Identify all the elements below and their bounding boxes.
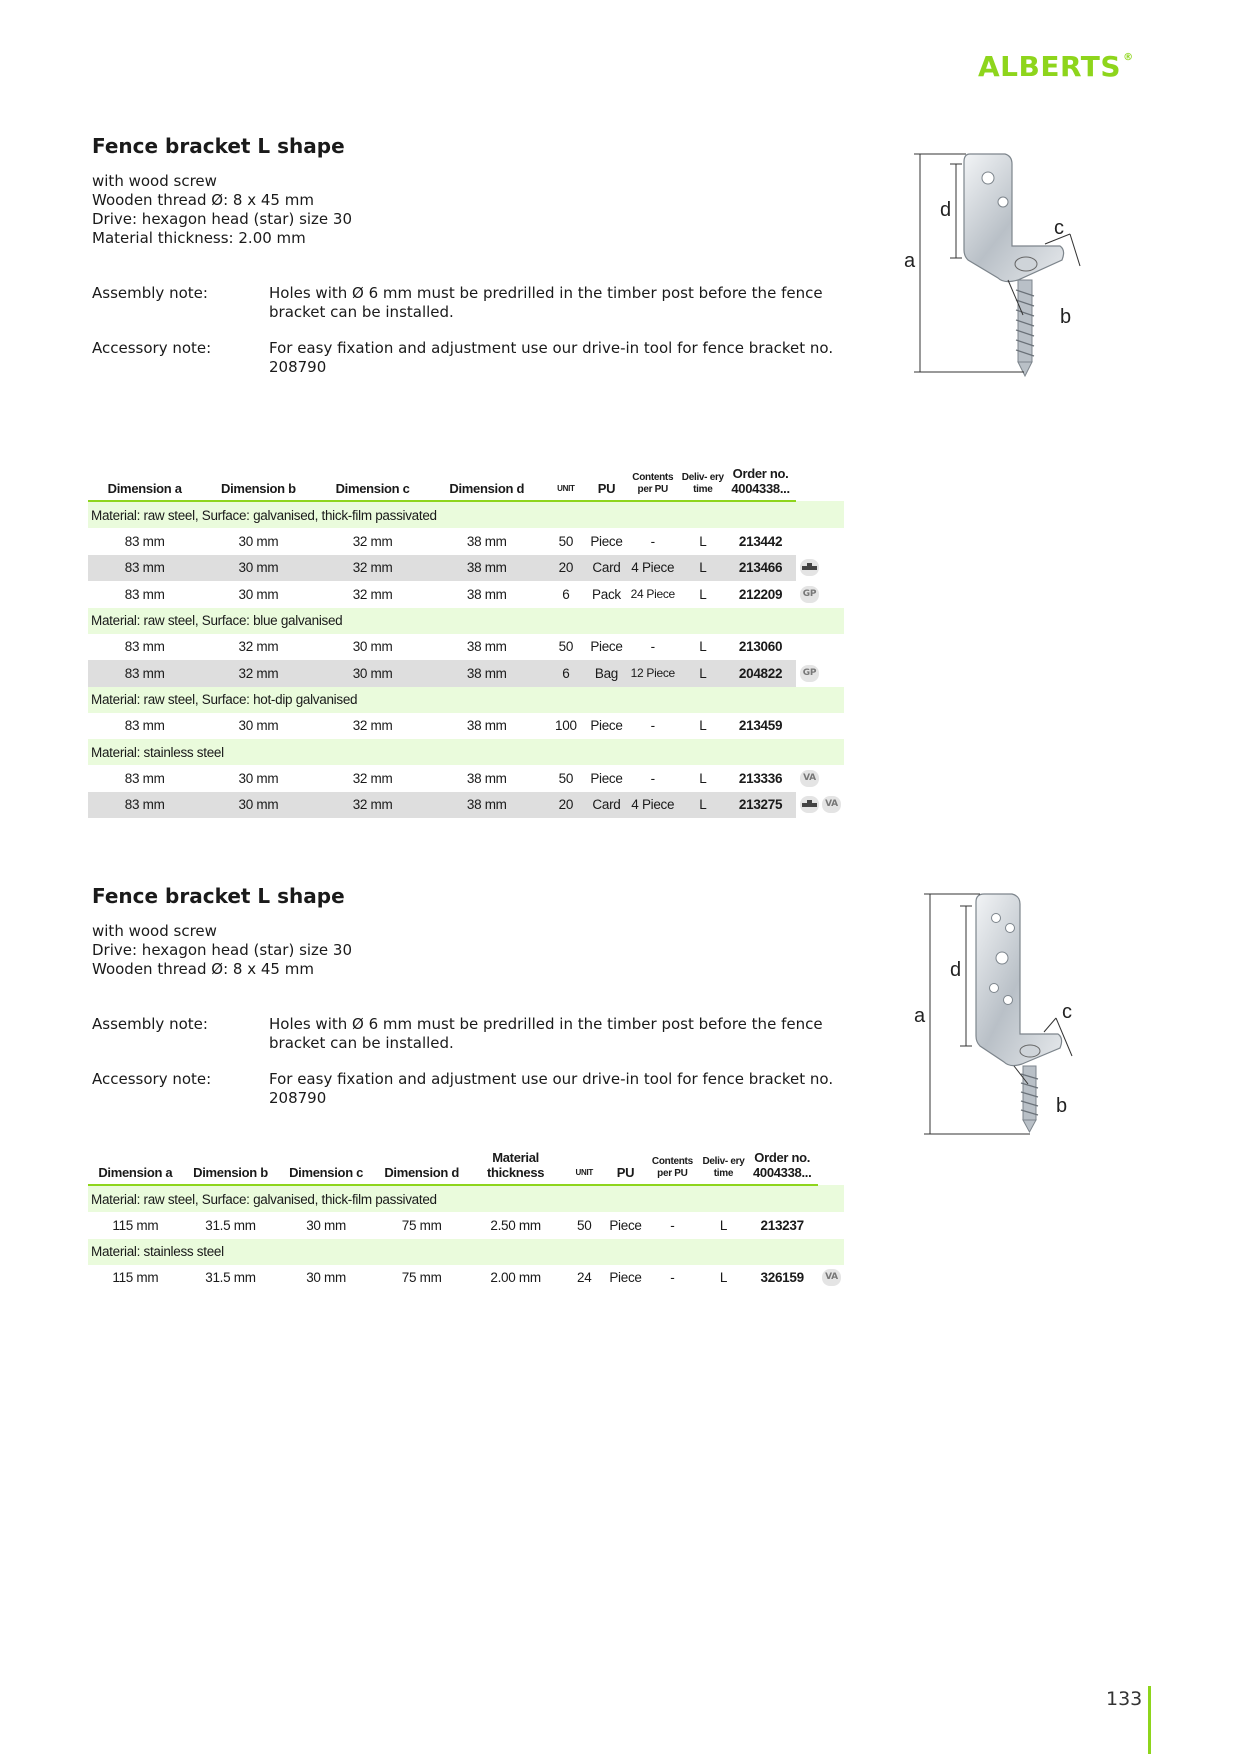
table-row	[88, 581, 844, 608]
assembly-note-label: Assembly note:	[92, 1015, 208, 1033]
va-badge: VA	[822, 796, 841, 813]
cell-a: 115 mm	[112, 1217, 159, 1233]
material-group-row	[88, 1239, 844, 1265]
cell-unit: 50	[558, 639, 574, 655]
assembly-note	[92, 1015, 852, 1053]
cell-contents: 24 Piece	[630, 587, 675, 602]
cell-pu: Piece	[609, 1270, 642, 1286]
page-number: 133	[1106, 1688, 1143, 1710]
cell-b: 30 mm	[238, 586, 279, 602]
dimension-d-label: d	[950, 959, 962, 981]
dimension-a-label: a	[914, 1005, 926, 1027]
cell-d: 38 mm	[430, 555, 544, 582]
table-row	[88, 555, 844, 582]
cell-icons	[796, 528, 844, 555]
table-row	[88, 660, 844, 687]
cell-c: 32 mm	[352, 770, 393, 786]
header-dimension-c: Dimension c	[278, 1150, 374, 1185]
accessory-note-label: Accessory note:	[92, 339, 212, 357]
gp-badge: GP	[800, 586, 819, 603]
cell-b: 30 mm	[238, 533, 279, 549]
cell-c: 32 mm	[352, 718, 393, 734]
cell-icons	[796, 713, 844, 740]
page-marker-bar	[1148, 1686, 1151, 1754]
cell-order: 326159	[760, 1270, 804, 1286]
dimension-d-label: d	[940, 199, 952, 221]
accessory-note-text: For easy fixation and adjustment use our drive-in tool for fence bracket no. 208790	[269, 339, 834, 376]
product-table-2	[88, 1150, 844, 1291]
cell-contents: -	[670, 1217, 675, 1233]
table-row	[88, 634, 844, 661]
material-label: Material: stainless steel	[88, 1239, 844, 1265]
cell-icons	[796, 792, 844, 819]
assembly-note	[92, 284, 852, 322]
cell-d: 75 mm	[401, 1270, 442, 1286]
cell-a: 83 mm	[124, 770, 165, 786]
table-row	[88, 765, 844, 792]
cell-d: 38 mm	[466, 533, 507, 549]
assembly-note-label: Assembly note:	[92, 284, 208, 302]
cell-a: 83 mm	[124, 586, 165, 602]
cell-order: 213275	[725, 792, 796, 819]
feature-item: Material thickness: 2.00 mm	[92, 229, 306, 247]
cell-unit: 20	[544, 792, 588, 819]
header-order-no: Order no. 4004338...	[725, 466, 796, 501]
cell-unit: 6	[544, 660, 588, 687]
cell-icons	[796, 581, 844, 608]
cell-unit: 50	[558, 533, 574, 549]
cell-d: 38 mm	[466, 770, 507, 786]
cell-order: 204822	[725, 660, 796, 687]
cell-contents: 4 Piece	[625, 792, 680, 819]
cell-order: 213466	[725, 555, 796, 582]
table-row	[88, 1265, 844, 1292]
cell-delivery: L	[719, 1270, 728, 1286]
header-contents: Contents per PU	[644, 1150, 700, 1185]
product-section-2	[92, 884, 852, 1108]
brand-logo: ALBERTS ®	[978, 50, 1134, 83]
cell-pu: Piece	[590, 718, 623, 734]
cell-order: 213336	[738, 770, 783, 786]
cell-d: 38 mm	[430, 792, 544, 819]
assembly-note-text: Holes with Ø 6 mm must be predrilled in the timber post before the fence bracket can be installed.	[269, 1015, 823, 1052]
cell-b: 32 mm	[201, 660, 315, 687]
cell-contents: -	[670, 1270, 675, 1286]
material-group-row	[88, 608, 844, 634]
header-unit: UNIT	[544, 466, 588, 501]
cell-order: 213459	[738, 718, 783, 734]
cell-contents: -	[650, 639, 655, 655]
header-dimension-c: Dimension c	[315, 466, 429, 501]
cell-a: 83 mm	[88, 555, 201, 582]
material-group-row	[88, 687, 844, 713]
accessory-note	[92, 339, 852, 377]
cell-pu: Pack	[592, 586, 621, 602]
cell-c: 30 mm	[352, 639, 393, 655]
cell-d: 38 mm	[466, 639, 507, 655]
cell-delivery: L	[699, 639, 707, 655]
feature-item: Drive: hexagon head (star) size 30	[92, 210, 353, 228]
cell-contents: 12 Piece	[625, 660, 680, 687]
dimension-b-label: b	[1056, 1095, 1068, 1117]
cell-b: 30 mm	[238, 718, 279, 734]
gp-badge: GP	[800, 665, 819, 682]
cell-a: 83 mm	[88, 660, 201, 687]
cell-pu: Piece	[590, 770, 623, 786]
cell-unit: 100	[555, 718, 577, 734]
cell-order: 213442	[738, 533, 783, 549]
header-contents: Contents per PU	[625, 466, 680, 501]
feature-item: with wood screw	[92, 922, 217, 940]
header-dimension-b: Dimension b	[201, 466, 315, 501]
cell-pu: Card	[588, 555, 625, 582]
cell-contents: 4 Piece	[625, 555, 680, 582]
cell-a: 115 mm	[112, 1270, 159, 1286]
cell-b: 30 mm	[201, 792, 315, 819]
feature-item: with wood screw	[92, 172, 217, 190]
accessory-note-text: For easy fixation and adjustment use our drive-in tool for fence bracket no. 208790	[269, 1070, 834, 1107]
cell-unit: 50	[558, 770, 574, 786]
material-label: Material: raw steel, Surface: galvanised, thick-film passivated	[88, 1185, 844, 1212]
cell-pu: Piece	[590, 533, 623, 549]
cell-icons	[796, 660, 844, 687]
cell-thickness: 2.50 mm	[490, 1217, 541, 1233]
cell-order: 213060	[738, 639, 783, 655]
cell-d: 38 mm	[466, 718, 507, 734]
product-title: Fence bracket L shape	[92, 884, 345, 908]
fence-bracket-diagram-1	[900, 150, 1110, 380]
product-title: Fence bracket L shape	[92, 134, 345, 158]
accessory-note-label: Accessory note:	[92, 1070, 212, 1088]
assembly-note-text: Holes with Ø 6 mm must be predrilled in the timber post before the fence bracket can be installed.	[269, 284, 823, 321]
cell-a: 83 mm	[88, 792, 201, 819]
cell-delivery: L	[680, 660, 725, 687]
cell-icons	[796, 555, 844, 582]
feature-item: Drive: hexagon head (star) size 30	[92, 941, 353, 959]
header-delivery: Deliv- ery time	[680, 466, 725, 501]
cell-thickness: 2.00 mm	[490, 1270, 541, 1286]
cell-order: 212209	[738, 586, 783, 602]
cell-pu: Bag	[588, 660, 625, 687]
cell-unit: 6	[562, 586, 570, 602]
fence-bracket-diagram-2	[910, 888, 1090, 1138]
cell-delivery: L	[680, 555, 725, 582]
cell-delivery: L	[699, 533, 707, 549]
table-row	[88, 1212, 844, 1239]
header-dimension-d: Dimension d	[430, 466, 544, 501]
cell-a: 83 mm	[124, 718, 165, 734]
cell-d: 38 mm	[430, 660, 544, 687]
cell-d: 75 mm	[401, 1217, 442, 1233]
table-row	[88, 528, 844, 555]
header-unit: UNIT	[562, 1150, 607, 1185]
material-group-row	[88, 1185, 844, 1212]
accessory-note	[92, 1070, 852, 1108]
cell-c: 32 mm	[352, 533, 393, 549]
cell-unit: 20	[544, 555, 588, 582]
cell-pu: Piece	[609, 1217, 642, 1233]
material-label: Material: raw steel, Surface: galvanised, thick-film passivated	[88, 501, 844, 528]
material-group-row	[88, 739, 844, 765]
material-label: Material: stainless steel	[88, 739, 844, 765]
feature-item: Wooden thread Ø: 8 x 45 mm	[92, 960, 314, 978]
cell-delivery: L	[699, 718, 707, 734]
cell-contents: -	[650, 533, 655, 549]
cell-icons	[796, 765, 844, 792]
cell-b: 32 mm	[238, 639, 279, 655]
cell-pu: Piece	[590, 639, 623, 655]
va-badge: VA	[822, 1269, 841, 1286]
header-dimension-b: Dimension b	[183, 1150, 279, 1185]
header-dimension-d: Dimension d	[374, 1150, 470, 1185]
cell-a: 83 mm	[124, 533, 165, 549]
cell-c: 32 mm	[315, 792, 429, 819]
product-section-1	[92, 134, 852, 377]
product-table-1	[88, 466, 844, 818]
cell-b: 31.5 mm	[205, 1217, 256, 1233]
cell-b: 31.5 mm	[205, 1270, 256, 1286]
feature-item: Wooden thread Ø: 8 x 45 mm	[92, 191, 314, 209]
header-pu: PU	[607, 1150, 644, 1185]
cell-contents: -	[650, 718, 655, 734]
cell-unit: 24	[577, 1270, 592, 1286]
cell-b: 30 mm	[201, 555, 315, 582]
header-pu: PU	[588, 466, 625, 501]
feature-list	[92, 922, 852, 979]
header-dimension-a: Dimension a	[88, 1150, 183, 1185]
cell-d: 38 mm	[466, 586, 507, 602]
dimension-a-label: a	[904, 250, 916, 272]
cell-a: 83 mm	[124, 639, 165, 655]
dimension-b-label: b	[1060, 306, 1072, 328]
cell-b: 30 mm	[238, 770, 279, 786]
header-material-thickness: Material thickness	[469, 1150, 561, 1185]
cell-contents: -	[650, 770, 655, 786]
material-label: Material: raw steel, Surface: hot-dip galvanised	[88, 687, 844, 713]
va-badge: VA	[800, 770, 819, 787]
header-dimension-a: Dimension a	[88, 466, 201, 501]
material-label: Material: raw steel, Surface: blue galvanised	[88, 608, 844, 634]
card-pack-icon	[800, 559, 819, 576]
cell-unit: 50	[577, 1217, 592, 1233]
cell-icons	[796, 634, 844, 661]
header-order-no: Order no. 4004338...	[746, 1150, 818, 1185]
cell-c: 32 mm	[315, 555, 429, 582]
cell-icons	[818, 1265, 844, 1292]
cell-delivery: L	[699, 586, 707, 602]
cell-pu: Card	[588, 792, 625, 819]
cell-order: 213237	[760, 1217, 804, 1233]
table-row	[88, 713, 844, 740]
cell-delivery: L	[699, 770, 707, 786]
cell-delivery: L	[719, 1217, 728, 1233]
dimension-c-label: c	[1054, 217, 1064, 239]
feature-list	[92, 172, 852, 248]
material-group-row	[88, 501, 844, 528]
cell-c: 30 mm	[306, 1270, 346, 1286]
cell-c: 30 mm	[315, 660, 429, 687]
dimension-c-label: c	[1062, 1001, 1072, 1023]
cell-delivery: L	[680, 792, 725, 819]
cell-c: 32 mm	[352, 586, 393, 602]
cell-c: 30 mm	[306, 1217, 346, 1233]
card-pack-icon	[800, 796, 819, 813]
header-delivery: Deliv- ery time	[701, 1150, 747, 1185]
cell-icons	[818, 1212, 844, 1239]
table-row	[88, 792, 844, 819]
